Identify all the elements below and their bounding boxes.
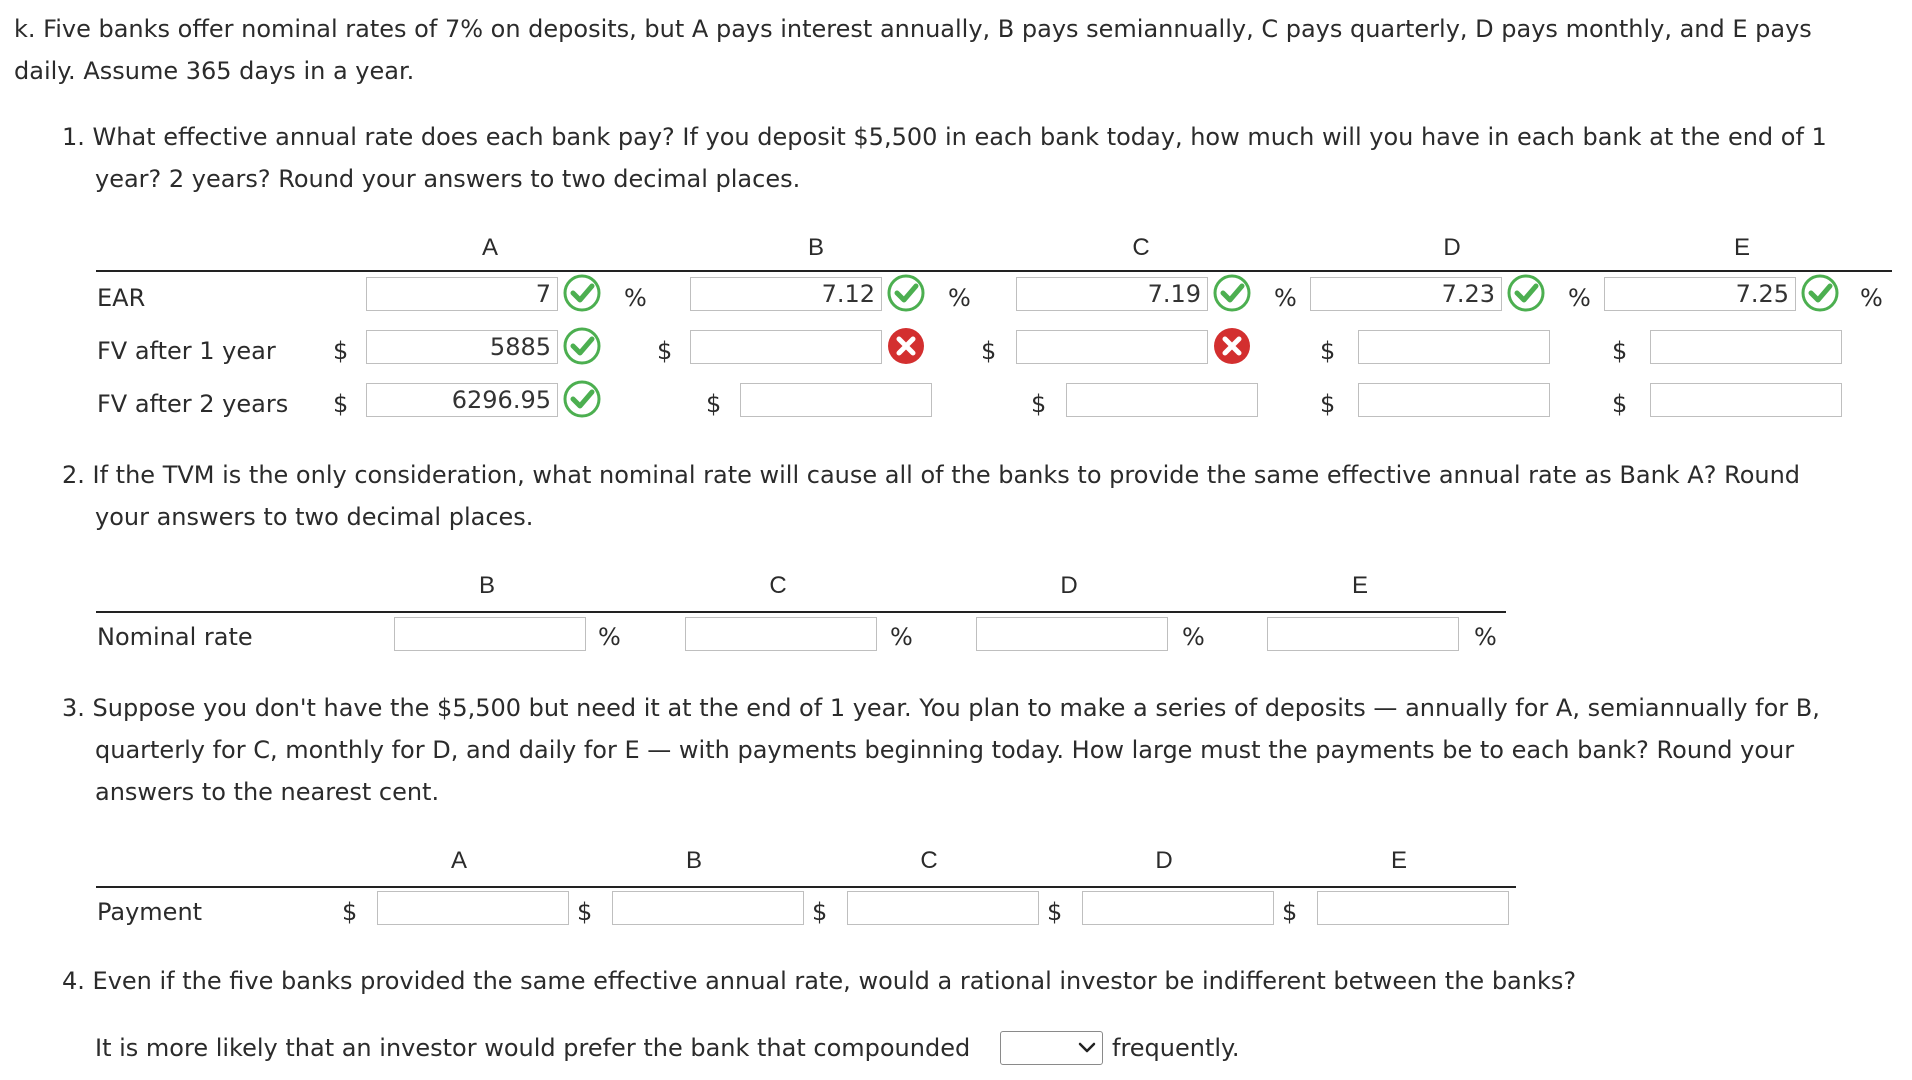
nominal-rate-input-e[interactable] — [1267, 617, 1459, 651]
dollar-sign: $ — [333, 390, 349, 418]
row-label-ear: EAR — [97, 284, 146, 312]
check-circle-icon — [562, 379, 602, 419]
column-header-a: A — [450, 847, 467, 874]
column-header-e: E — [1351, 572, 1368, 599]
compounding-dropdown[interactable] — [1000, 1031, 1103, 1065]
question-4-sentence-after: frequently. — [1112, 1034, 1240, 1062]
fv2-input-e[interactable] — [1650, 383, 1842, 417]
question-1-line-2: year? 2 years? Round your answers to two decimal places. — [95, 165, 801, 193]
ear-input-b[interactable] — [690, 277, 882, 311]
payment-input-d[interactable] — [1082, 891, 1274, 925]
fv1-input-b[interactable] — [690, 330, 882, 364]
question-3-text — [62, 687, 1892, 813]
ear-input-a[interactable] — [366, 277, 558, 311]
check-circle-icon — [562, 273, 602, 313]
column-header-b: B — [478, 572, 495, 599]
check-circle-icon — [1212, 273, 1252, 313]
check-circle-icon — [1506, 273, 1546, 313]
column-header-b: B — [685, 847, 702, 874]
percent-sign: % — [948, 284, 971, 312]
question-1-line-1: 1. What effective annual rate does each bank pay? If you deposit $5,500 in each bank today, how much will you have in each bank at the end of 1 — [62, 123, 1827, 151]
percent-sign: % — [1274, 284, 1297, 312]
check-circle-icon — [886, 273, 926, 313]
dollar-sign: $ — [1320, 390, 1336, 418]
nominal-rate-input-b[interactable] — [394, 617, 586, 651]
payment-input-a[interactable] — [377, 891, 569, 925]
fv2-input-d[interactable] — [1358, 383, 1550, 417]
fv1-input-a[interactable] — [366, 330, 558, 364]
ear-input-c[interactable] — [1016, 277, 1208, 311]
fv1-input-e[interactable] — [1650, 330, 1842, 364]
percent-sign: % — [598, 623, 621, 651]
question-3-line-3: answers to the nearest cent. — [95, 778, 440, 806]
ear-input-d[interactable] — [1310, 277, 1502, 311]
fv2-input-a[interactable] — [366, 383, 558, 417]
intro-line-1: k. Five banks offer nominal rates of 7% on deposits, but A pays interest annually, B pays semiannually, C pays quarterly, D pays monthly, and E pays — [14, 15, 1812, 43]
table-rule — [96, 611, 1506, 613]
fv2-input-c[interactable] — [1066, 383, 1258, 417]
dollar-sign: $ — [1031, 390, 1047, 418]
dollar-sign: $ — [812, 898, 828, 926]
column-header-e: E — [1390, 847, 1407, 874]
percent-sign: % — [1182, 623, 1205, 651]
nominal-rate-input-d[interactable] — [976, 617, 1168, 651]
dollar-sign: $ — [333, 337, 349, 365]
percent-sign: % — [1474, 623, 1497, 651]
dollar-sign: $ — [657, 337, 673, 365]
question-3-line-2: quarterly for C, monthly for D, and daily for E — with payments beginning today. How large must the payments be to each bank? Round your — [95, 736, 1795, 764]
percent-sign: % — [624, 284, 647, 312]
column-header-c: C — [920, 847, 938, 874]
question-4-text: 4. Even if the five banks provided the same effective annual rate, would a rational investor be indifferent between the banks? — [62, 967, 1577, 995]
problem-intro — [14, 8, 1894, 92]
column-header-c: C — [769, 572, 787, 599]
question-3-line-1: 3. Suppose you don't have the $5,500 but need it at the end of 1 year. You plan to make a series of deposits — annually for A, semiannually for B, — [62, 694, 1820, 722]
x-circle-icon — [1212, 326, 1252, 366]
table-rule — [96, 270, 1892, 272]
check-circle-icon — [562, 326, 602, 366]
question-2-line-1: 2. If the TVM is the only consideration, what nominal rate will cause all of the banks to provide the same effective annual rate as Bank A? Round — [62, 461, 1801, 489]
dollar-sign: $ — [1282, 898, 1298, 926]
question-1-text — [62, 116, 1892, 200]
table-rule — [96, 886, 1516, 888]
dollar-sign: $ — [706, 390, 722, 418]
column-header-d: D — [1155, 847, 1173, 874]
chevron-down-icon — [1078, 1041, 1096, 1055]
row-label-fv1: FV after 1 year — [97, 337, 276, 365]
percent-sign: % — [1568, 284, 1591, 312]
dollar-sign: $ — [577, 898, 593, 926]
row-label-nominal-rate: Nominal rate — [97, 623, 253, 651]
x-circle-icon — [886, 326, 926, 366]
ear-input-e[interactable] — [1604, 277, 1796, 311]
column-header-d: D — [1060, 572, 1078, 599]
fv2-input-b[interactable] — [740, 383, 932, 417]
column-header-b: B — [807, 234, 824, 261]
column-header-e: E — [1733, 234, 1750, 261]
question-2-text — [62, 454, 1892, 538]
question-4-sentence-before: It is more likely that an investor would prefer the bank that compounded — [95, 1034, 971, 1062]
nominal-rate-input-c[interactable] — [685, 617, 877, 651]
dollar-sign: $ — [1320, 337, 1336, 365]
percent-sign: % — [1860, 284, 1883, 312]
check-circle-icon — [1800, 273, 1840, 313]
column-header-d: D — [1443, 234, 1461, 261]
intro-line-2: daily. Assume 365 days in a year. — [14, 57, 415, 85]
dollar-sign: $ — [1612, 390, 1628, 418]
row-label-fv2: FV after 2 years — [97, 390, 289, 418]
column-header-a: A — [481, 234, 498, 261]
payment-input-b[interactable] — [612, 891, 804, 925]
payment-input-e[interactable] — [1317, 891, 1509, 925]
question-2-line-2: your answers to two decimal places. — [95, 503, 534, 531]
percent-sign: % — [890, 623, 913, 651]
fv1-input-c[interactable] — [1016, 330, 1208, 364]
column-header-c: C — [1132, 234, 1150, 261]
dollar-sign: $ — [1612, 337, 1628, 365]
payment-input-c[interactable] — [847, 891, 1039, 925]
dollar-sign: $ — [342, 898, 358, 926]
dollar-sign: $ — [981, 337, 997, 365]
row-label-payment: Payment — [97, 898, 203, 926]
fv1-input-d[interactable] — [1358, 330, 1550, 364]
dollar-sign: $ — [1047, 898, 1063, 926]
